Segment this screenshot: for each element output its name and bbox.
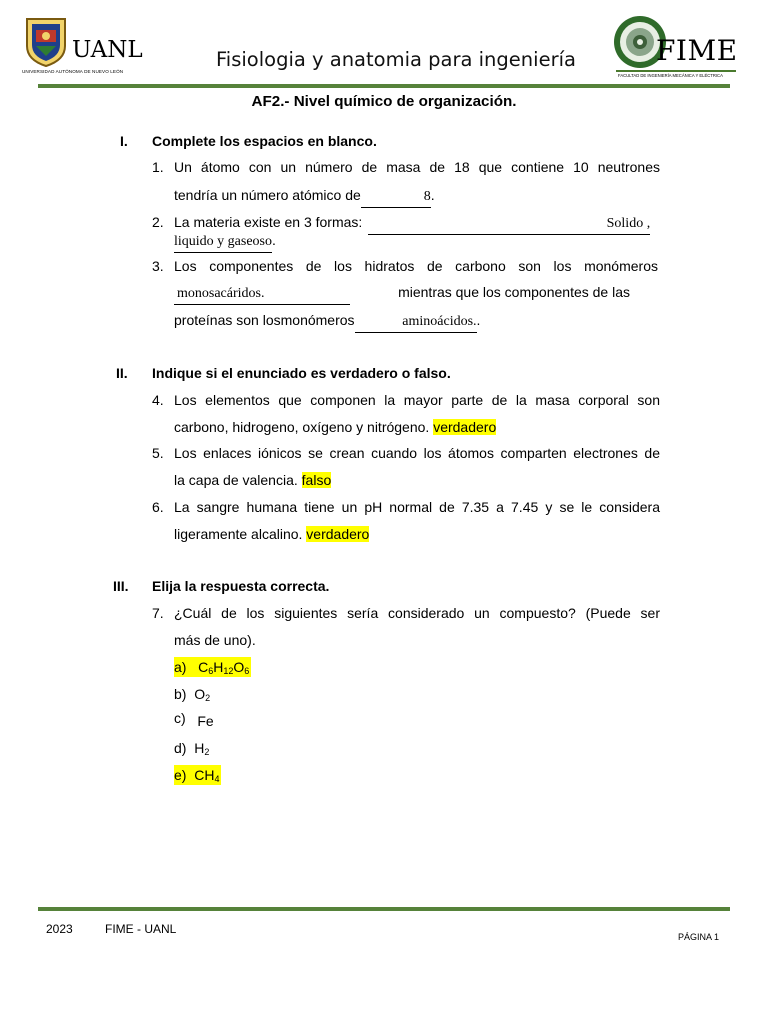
answer-highlight: falso	[301, 472, 332, 488]
question-text-part: La materia existe en 3 formas:	[174, 214, 363, 230]
formula-element: O	[233, 659, 245, 675]
formula-element: C	[198, 659, 209, 675]
formula-subscript: 12	[223, 666, 234, 676]
option-d	[174, 738, 209, 758]
formula-b	[194, 686, 210, 702]
question-number: 6.	[152, 499, 164, 515]
formula-subscript: 2	[204, 747, 210, 757]
question-text: Un átomo con un número de masa de 18 que contiene 10 neutrones	[174, 159, 660, 175]
question-number: 4.	[152, 392, 164, 408]
question-end: .	[476, 312, 481, 328]
section-heading: Complete los espacios en blanco.	[152, 133, 377, 149]
formula-e	[194, 767, 219, 783]
formula-subscript: 6	[244, 666, 250, 676]
answer-blank: 8	[361, 187, 431, 208]
formula-d	[194, 740, 209, 756]
question-text	[174, 230, 276, 253]
fime-logo-word: FIME	[656, 34, 738, 67]
formula-subscript: 2	[205, 693, 211, 703]
question-number: 5.	[152, 445, 164, 461]
question-text	[174, 310, 480, 333]
question-text-part: la capa de valencia.	[174, 472, 298, 488]
fime-logo-bar	[616, 70, 736, 72]
fime-logo-subtitle: FACULTAD DE INGENIERÍA MECÁNICA Y ELÉCTRICA	[618, 73, 723, 78]
option-label: d)	[174, 740, 187, 756]
footer-rule	[38, 907, 730, 911]
fime-logo	[612, 12, 740, 80]
question-text: ¿Cuál de los siguientes sería considerado un compuesto? (Puede ser	[174, 605, 660, 621]
footer-org: FIME - UANL	[105, 922, 177, 936]
section-heading: Indique si el enunciado es verdadero o falso.	[152, 365, 451, 381]
uanl-shield-icon	[24, 16, 68, 68]
question-text-part: tendría un número atómico de	[174, 187, 361, 203]
question-text: Los enlaces iónicos se crean cuando los átomos comparten electrones de	[174, 445, 660, 461]
answer-highlight: verdadero	[306, 526, 370, 542]
formula-c: Fe	[197, 713, 214, 729]
question-number: 1.	[152, 159, 164, 175]
uanl-logo-word: UANL	[72, 37, 143, 63]
option-label: a)	[174, 659, 187, 675]
question-number: 3.	[152, 258, 164, 274]
question-text-part: ligeramente alcalino.	[174, 526, 303, 542]
option-a	[174, 657, 251, 677]
question-text-part: proteínas son losmonómeros	[174, 312, 355, 328]
answer-blank: liquido y gaseoso	[174, 232, 272, 253]
formula-a	[198, 659, 249, 675]
answer-blank: aminoácidos.	[355, 312, 477, 333]
page-number: PÁGINA 1	[678, 932, 720, 942]
option-b	[174, 684, 210, 704]
formula-element: H	[194, 740, 205, 756]
question-text	[174, 282, 630, 305]
question-text: La sangre humana tiene un pH normal de 7.35 a 7.45 y se le considera	[174, 499, 660, 515]
document-title: AF2.- Nivel químico de organización.	[251, 93, 517, 110]
option-label: c)	[174, 710, 186, 726]
header-rule	[38, 84, 730, 88]
question-text	[174, 524, 369, 544]
option-e	[174, 765, 221, 785]
question-text	[174, 185, 435, 208]
section-numeral: II.	[116, 365, 128, 381]
question-text-part: carbono, hidrogeno, oxígeno y nitrógeno.	[174, 419, 430, 435]
answer-blank: monosacáridos.	[174, 284, 350, 305]
question-text: Los elementos que componen la mayor parte de la masa corporal son	[174, 392, 660, 408]
formula-element: O	[194, 686, 206, 702]
section-numeral: III.	[113, 578, 129, 594]
question-end: .	[430, 187, 435, 203]
question-text: más de uno).	[174, 632, 256, 648]
uanl-logo	[22, 16, 150, 78]
formula-element: CH	[194, 767, 215, 783]
question-number: 7.	[152, 605, 164, 621]
option-label: b)	[174, 686, 187, 702]
question-number: 2.	[152, 214, 164, 230]
question-text: Los componentes de los hidratos de carbono son los monómeros	[174, 258, 658, 274]
answer-blank: Solido ,	[368, 214, 650, 235]
formula-subscript: 6	[208, 666, 214, 676]
option-label: e)	[174, 767, 187, 783]
answer-highlight: verdadero	[433, 419, 497, 435]
header-title: Fisiologia y anatomia para ingeniería	[216, 48, 576, 71]
formula-subscript: 4	[214, 774, 220, 784]
question-text	[174, 470, 331, 490]
question-end: .	[272, 232, 276, 248]
question-text	[174, 417, 496, 437]
uanl-logo-subtitle: UNIVERSIDAD AUTÓNOMA DE NUEVO LEÓN	[22, 69, 124, 74]
section-heading: Elija la respuesta correcta.	[152, 578, 330, 594]
question-text-part: mientras que los componentes de las	[398, 284, 630, 300]
section-numeral: I.	[120, 133, 128, 149]
footer-year: 2023	[46, 922, 73, 936]
option-c	[174, 711, 214, 731]
formula-element: H	[213, 659, 224, 675]
